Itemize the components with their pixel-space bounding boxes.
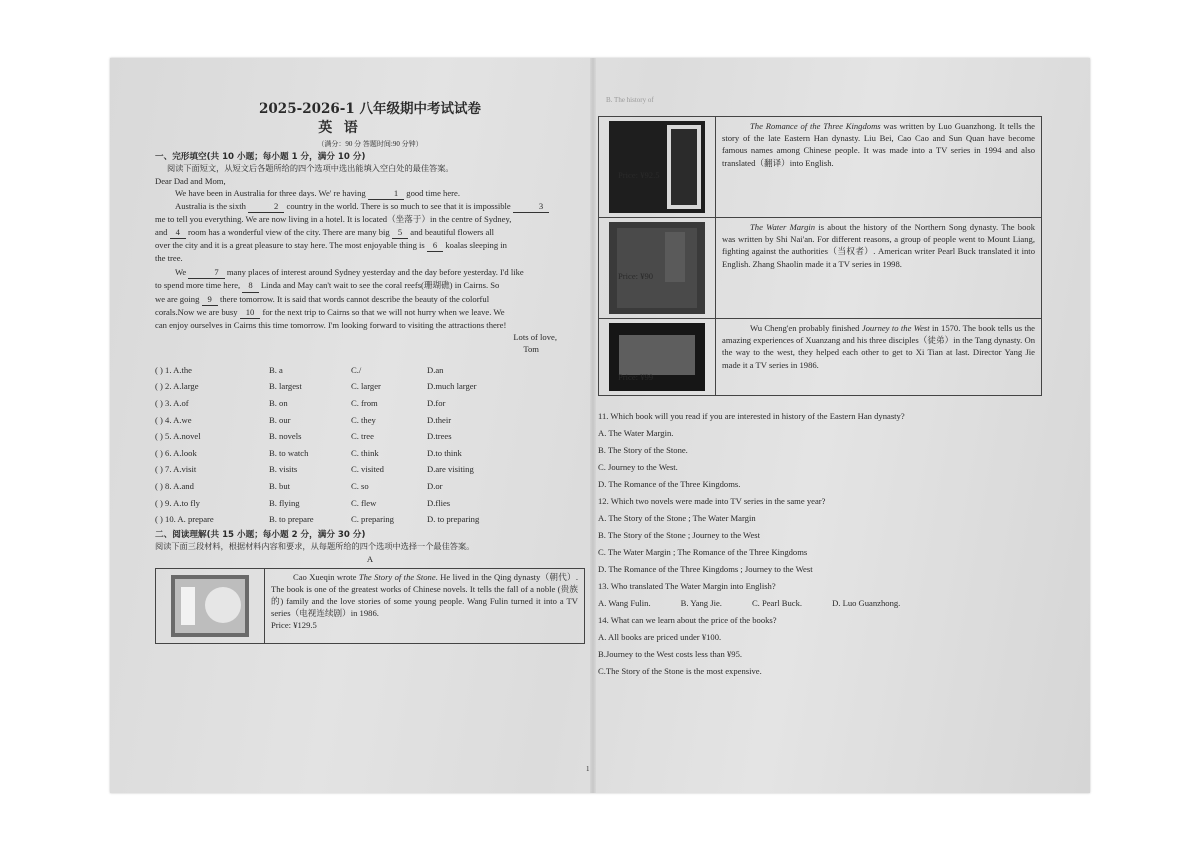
option-b[interactable]: B. to prepare <box>269 514 314 525</box>
book-cover-illustration <box>609 121 705 213</box>
letter-line: the tree. <box>155 253 183 264</box>
option-d[interactable]: D.are visiting <box>427 464 474 475</box>
page-number: 1 <box>586 765 590 773</box>
option-a[interactable]: ( ) 8. A.and <box>155 481 194 491</box>
part1-instruction: 阅读下面短文，从短文后各题所给的四个选项中选出能填入空白处的最佳答案。 <box>167 163 454 174</box>
letter-line: over the city and it is a great pleasure to stay here. The most enjoyable thing is 6 koalas sleeping in <box>155 239 585 252</box>
option-a[interactable]: ( ) 10. A. prepare <box>155 514 214 525</box>
option-c[interactable]: C. visited <box>351 464 384 475</box>
question-13: 13. Who translated The Water Margin into English? <box>598 581 776 592</box>
book-price: Price: ¥92.5 <box>618 169 660 180</box>
part1-heading: 一、完形填空(共 10 小题；每小题 1 分，满分 10 分) <box>155 151 366 162</box>
option-c[interactable]: C. tree <box>351 431 374 442</box>
book-description <box>618 117 1041 217</box>
option-d[interactable]: D.to think <box>427 447 462 458</box>
option-d[interactable]: D.an <box>427 364 444 375</box>
letter-line: to spend more time here, 8 Linda and May can't wait to see the coral reefs(珊瑚礁) in Cairns. So <box>155 279 585 292</box>
question-13-option-b[interactable]: B. Yang Jie. <box>680 598 722 609</box>
option-c[interactable]: C. think <box>351 447 379 458</box>
option-b[interactable]: B. but <box>269 481 291 491</box>
part2-instruction: 阅读下面三段材料，根据材料内容和要求，从每题所给的四个选项中选择一个最佳答案。 <box>155 540 475 551</box>
option-row <box>155 461 585 478</box>
letter-line: and 4 room has a wonderful view of the city. There are many big 5 and beautiful flowers all <box>155 226 585 239</box>
book-description <box>265 569 584 643</box>
question-11-option-a[interactable]: A. The Water Margin. <box>598 428 674 439</box>
option-b[interactable]: B. to watch <box>269 447 309 458</box>
book-desc-text: The Romance of the Three Kingdoms was written by Luo Guanzhong. It tells the story of the late Eastern Han dynasty. Liu Bei, Cao Cao and Sun Quan have become famous names among Chinese people. It was made into a TV series in 1994 and also translated（翻译）into English. <box>722 121 1035 168</box>
letter-paragraph-2: Australia is the sixth 2 country in the world. There is so much to see that it is impossible 3 <box>155 200 585 213</box>
question-14-option-c[interactable]: C.The Story of the Stone is the most expensive. <box>598 666 762 677</box>
option-row <box>155 478 585 495</box>
letter-paragraph-1: We have been in Australia for three days. We' re having 1 good time here. <box>155 187 585 200</box>
option-b[interactable]: B. flying <box>269 497 300 508</box>
question-12: 12. Which two novels were made into TV series in the same year? <box>598 496 826 507</box>
question-12-option-b[interactable]: B. The Story of the Stone ; Journey to the West <box>598 530 761 541</box>
option-d[interactable]: D.flies <box>427 497 451 508</box>
exam-subject: 英 语 <box>318 121 362 137</box>
question-14-option-a[interactable]: A. All books are priced under ¥100. <box>598 632 722 643</box>
option-a[interactable]: ( ) 5. A.novel <box>155 431 201 442</box>
option-c[interactable]: C. they <box>351 414 376 425</box>
book-price: Price: ¥90 <box>618 270 654 281</box>
option-row <box>155 411 585 428</box>
book-cover-image <box>599 117 716 217</box>
bleed-through-text: B. The history of <box>606 96 654 104</box>
letter-closing: Lots of love, <box>513 332 557 343</box>
letter-line: corals.Now we are busy 10 for the next trip to Cairns so that we will not hurry when we leave. We <box>155 306 585 319</box>
book-desc-text: The Water Margin is about the history of the Northern Song dynasty. The book was written by Shi Nai'an. For different reasons, a group of people went to Mount Liang, fighting against the authorities（当权者）. American writer Pearl Buck translated it into English. Zhang Shaolin made it a TV series in 1998. <box>722 222 1035 269</box>
option-d[interactable]: D.for <box>427 398 446 409</box>
book-card-water-margin <box>599 218 1041 319</box>
passage-label: A <box>366 554 374 565</box>
exam-meta: （满分：90 分 答题时间:90 分钟） <box>317 140 423 149</box>
question-11-option-b[interactable]: B. The Story of the Stone. <box>598 445 688 456</box>
question-11: 11. Which book will you read if you are interested in history of the Eastern Han dynasty? <box>598 411 905 421</box>
blank-9: 9 <box>202 293 218 306</box>
option-row <box>155 362 585 379</box>
option-b[interactable]: B. novels <box>269 431 302 442</box>
option-row <box>155 378 585 395</box>
book-price: Price: ¥129.5 <box>271 620 317 631</box>
letter-salutation: Dear Dad and Mom, <box>155 175 226 186</box>
option-c[interactable]: C./ <box>351 364 362 375</box>
option-row <box>155 494 585 511</box>
option-d[interactable]: D.or <box>427 481 443 491</box>
blank-6: 6 <box>427 239 443 252</box>
option-row <box>155 428 585 445</box>
option-d[interactable]: D.their <box>427 414 452 425</box>
option-c[interactable]: C. flew <box>351 497 377 508</box>
option-row <box>155 511 585 528</box>
option-b[interactable]: B. visits <box>269 464 298 475</box>
reading-questions <box>598 408 1042 680</box>
question-12-option-d[interactable]: D. The Romance of the Three Kingdoms ; Journey to the West <box>598 564 813 575</box>
book-cover-image <box>599 319 716 395</box>
option-a[interactable]: ( ) 7. A.visit <box>155 464 197 475</box>
blank-10: 10 <box>240 306 261 319</box>
left-page <box>155 100 585 644</box>
letter-line: we are going 9 there tomorrow. It is said that words cannot describe the beauty of the colorful <box>155 293 585 306</box>
part2-heading: 二、阅读理解(共 15 小题；每小题 2 分，满分 30 分) <box>155 529 366 540</box>
book-description <box>618 218 1041 318</box>
option-d[interactable]: D. to preparing <box>427 514 480 525</box>
blank-3: 3 <box>513 200 549 213</box>
blank-1: 1 <box>368 187 404 200</box>
option-b[interactable]: B. our <box>269 414 291 425</box>
question-13-option-c[interactable]: C. Pearl Buck. <box>751 598 803 609</box>
book-description <box>618 319 1041 395</box>
book-cover-image <box>156 569 265 643</box>
option-b[interactable]: B. largest <box>269 381 302 392</box>
blank-8: 8 <box>242 279 258 292</box>
question-13-option-d[interactable]: D. Luo Guanzhong. <box>832 598 901 609</box>
letter-paragraph-3: We 7 many places of interest around Sydney yesterday and the day before yesterday. I'd like <box>155 266 585 279</box>
book-cover-image <box>599 218 716 318</box>
book-cover-illustration <box>609 222 705 314</box>
question-12-option-a[interactable]: A. The Story of the Stone ; The Water Margin <box>598 513 756 524</box>
question-13-options <box>598 595 1042 612</box>
option-c[interactable]: C. from <box>351 398 378 409</box>
letter-line: me to tell you everything. We are now living in a hotel. It is located（坐落于）in the centre of Sydney, <box>155 214 512 225</box>
book-desc-text: Cao Xueqin wrote The Story of the Stone. He lived in the Qing dynasty（朝代）. The book is one of the greatest works of Chinese novels. It tells the fall of a noble (贵族的) family and the love stories of some young people. Wang Fulin turned it into a TV series（电视连续剧）in 1986. <box>271 571 579 619</box>
question-14: 14. What can we learn about the price of the books? <box>598 615 777 626</box>
option-b[interactable]: B. on <box>269 398 288 409</box>
blank-5: 5 <box>392 226 408 239</box>
question-13-option-a[interactable]: A. Wang Fulin. <box>598 598 651 609</box>
option-d[interactable]: D.trees <box>427 431 452 442</box>
exam-title: 2025-2026-1 八年级期中考试试卷 <box>259 101 481 117</box>
option-d[interactable]: D.much larger <box>427 381 477 392</box>
letter-line: can enjoy ourselves in Cairns this time tomorrow. I'm looking forward to visiting the attractions there! <box>155 320 507 331</box>
option-c[interactable]: C. preparing <box>351 514 394 525</box>
option-c[interactable]: C. so <box>351 481 369 491</box>
exam-sheet <box>110 58 1090 793</box>
book-card-three-kingdoms <box>599 117 1041 218</box>
page-fold <box>590 58 596 793</box>
option-c[interactable]: C. larger <box>351 381 381 392</box>
question-14-option-b[interactable]: B.Journey to the West costs less than ¥95. <box>598 649 743 660</box>
book-table <box>598 116 1042 396</box>
option-a[interactable]: ( ) 2. A.large <box>155 381 199 392</box>
question-12-option-c[interactable]: C. The Water Margin ; The Romance of the Three Kingdoms <box>598 547 808 558</box>
book-card-journey-west <box>599 319 1041 395</box>
book-desc-text: Wu Cheng'en probably finished Journey to the West in 1570. The book tells us the amazing experiences of Xuanzang and his three disciples（徒弟）in the Tang dynasty. On the way to the west, they helped each other to get to Xi Tian at last. Director Yang Jie made it a TV series in 1986. <box>722 323 1035 370</box>
cloze-options <box>155 362 585 528</box>
option-a[interactable]: ( ) 4. A.we <box>155 414 192 425</box>
book-cover-illustration <box>171 575 249 637</box>
right-page <box>598 116 1042 680</box>
option-b[interactable]: B. a <box>269 364 283 375</box>
book-card-stone <box>155 568 585 644</box>
option-a[interactable]: ( ) 3. A.of <box>155 398 189 409</box>
book-price: Price: ¥99 <box>618 371 654 382</box>
blank-4: 4 <box>170 226 186 239</box>
option-a[interactable]: ( ) 1. A.the <box>155 364 192 375</box>
option-row <box>155 395 585 412</box>
blank-2: 2 <box>248 200 284 213</box>
option-a[interactable]: ( ) 9. A.to fly <box>155 497 200 508</box>
question-11-option-d[interactable]: D. The Romance of the Three Kingdoms. <box>598 479 741 490</box>
letter-signer: Tom <box>523 344 539 355</box>
question-11-option-c[interactable]: C. Journey to the West. <box>598 462 678 473</box>
blank-7: 7 <box>188 266 224 279</box>
option-a[interactable]: ( ) 6. A.look <box>155 447 197 458</box>
option-row <box>155 445 585 462</box>
